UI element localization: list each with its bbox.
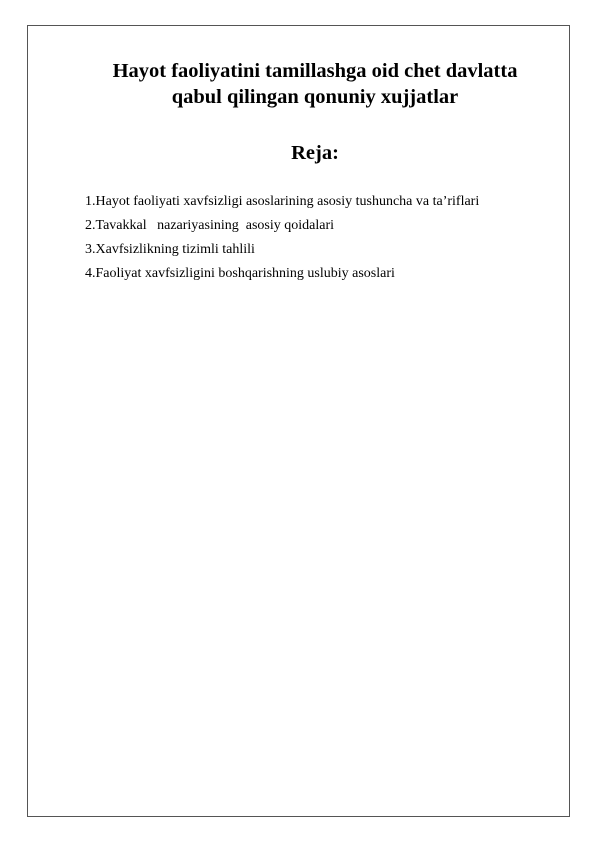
plan-item-1: 1.Hayot faoliyati xavfsizligi asoslarining asosiy tushuncha va ta’riflari [85,194,480,209]
plan-item-4: 4.Faoliyat xavfsizligini boshqarishning uslubiy asoslari [85,266,395,281]
plan-item-2: 2.Tavakkal nazariyasining asosiy qoidalari [85,218,334,233]
plan-item-3: 3.Xavfsizlikning tizimli tahlili [85,242,255,257]
document-title-line-1: Hayot faoliyatini tamillashga oid chet davlatta [112,60,518,82]
document-title-line-2: qabul qilingan qonuniy xujjatlar [171,86,459,108]
document-title [60,58,570,110]
plan-heading: Reja: [291,142,339,164]
plan-list [85,190,479,286]
